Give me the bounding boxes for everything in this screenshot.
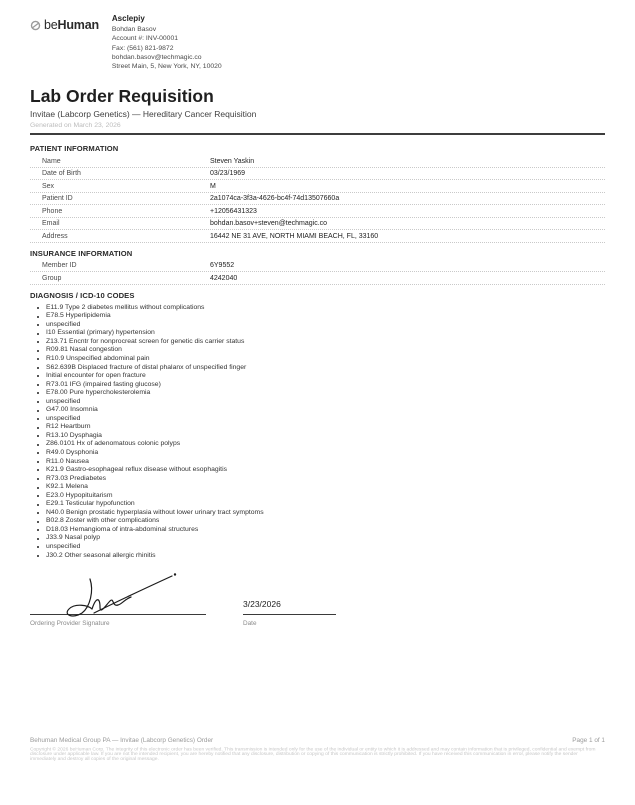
diagnosis-code-item: E23.0 Hypopituitarism xyxy=(30,492,605,501)
practice-info xyxy=(112,14,222,71)
provider-name: Bohdan Basov xyxy=(111,26,157,34)
field-label: Date of Birth xyxy=(42,170,81,178)
date-label: Date xyxy=(243,620,257,628)
diagnosis-code-item: R09.81 Nasal congestion xyxy=(30,346,605,355)
page-footer xyxy=(30,737,605,766)
diagnosis-code-item: D18.03 Hemangioma of intra-abdominal structures xyxy=(30,526,605,535)
field-value: 2a1074ca-3f3a-4626-bc4f-74d13507660a xyxy=(210,195,340,203)
diagnosis-heading: DIAGNOSIS / ICD-10 CODES xyxy=(30,290,135,300)
account-number: Account #: INV-00001 xyxy=(111,35,179,43)
diagnosis-code-item: E78.5 Hyperlipidemia xyxy=(30,312,605,321)
page-header xyxy=(30,14,605,71)
practice-name: Asclepiy xyxy=(111,14,145,23)
diagnosis-code-item: Z86.0101 Hx of adenomatous colonic polyps xyxy=(30,440,605,449)
diagnosis-code-item: R11.0 Nausea xyxy=(30,458,605,467)
field-value: Steven Yaskin xyxy=(210,157,255,165)
date-line xyxy=(243,614,336,615)
table-row xyxy=(30,205,605,218)
diagnosis-code-item: S62.639B Displaced fracture of distal phalanx of unspecified finger xyxy=(30,364,605,373)
field-label: Address xyxy=(42,232,68,240)
table-row xyxy=(30,193,605,206)
field-value: 4242040 xyxy=(210,274,238,282)
diagnosis-code-item: E78.00 Pure hypercholesterolemia xyxy=(30,389,605,398)
field-label: Sex xyxy=(42,182,55,190)
field-value: 16442 NE 31 AVE, NORTH MIAMI BEACH, FL, 33160 xyxy=(210,232,379,240)
diagnosis-code-item: Z13.71 Encntr for nonprocreat screen for genetic dis carrier status xyxy=(30,338,605,347)
diagnosis-code-item: unspecified xyxy=(30,321,605,330)
signature-area xyxy=(30,568,605,627)
field-label: Group xyxy=(42,274,62,282)
practice-address: Street Main, 5, New York, NY, 10020 xyxy=(111,63,222,71)
diagnosis-code-item: R49.0 Dysphonia xyxy=(30,449,605,458)
field-value: +12056431323 xyxy=(210,207,257,215)
requisition-subtitle: Invitae (Labcorp Genetics) — Hereditary Cancer Requisition xyxy=(30,109,257,120)
field-label: Member ID xyxy=(42,262,77,270)
table-row xyxy=(30,155,605,168)
behuman-logo-icon xyxy=(30,20,41,31)
diagnosis-code-item: J30.2 Other seasonal allergic rhinitis xyxy=(30,552,605,561)
title-block xyxy=(30,86,605,135)
behuman-logo xyxy=(30,14,99,32)
table-row xyxy=(30,180,605,193)
field-label: Patient ID xyxy=(42,195,73,203)
diagnosis-code-item: E11.9 Type 2 diabetes mellitus without complications xyxy=(30,304,605,313)
diagnosis-code-item: E29.1 Testicular hypofunction xyxy=(30,500,605,509)
behuman-logo-text: beHuman xyxy=(44,18,99,32)
patient-info-table xyxy=(30,155,605,243)
field-value: M xyxy=(210,182,216,190)
diagnosis-code-item: I10 Essential (primary) hypertension xyxy=(30,329,605,338)
generated-date: Generated on March 23, 2026 xyxy=(30,122,121,130)
diagnosis-code-item: B02.8 Zoster with other complications xyxy=(30,517,605,526)
title-divider xyxy=(30,133,605,135)
diagnosis-code-item: unspecified xyxy=(30,398,605,407)
diagnosis-code-item: R73.03 Prediabetes xyxy=(30,475,605,484)
field-value: bohdan.basov+steven@techmagic.co xyxy=(210,220,328,228)
footer-fine-print: Copyright © 2026 beHuman Corp. The integrity of this electronic order has been verified. This transmission is intended only for the use of the individual or entity to which it is addressed and may contain information that is privileged, confidential and exempt from disclosure under applicable law. If you are not the intended recipient, you are hereby notified that any disclosure, distribution or copying of this communication is strictly prohibited. If you have received this communication in error, please notify the sender immediately and destroy all copies of the original message. xyxy=(30,747,596,763)
fax-number: Fax: (561) 821-9872 xyxy=(111,44,174,52)
diagnosis-code-item: G47.00 Insomnia xyxy=(30,406,605,415)
diagnosis-code-item: R12 Heartburn xyxy=(30,423,605,432)
signature-date-value: 3/23/2026 xyxy=(243,599,281,610)
field-label: Name xyxy=(42,157,61,165)
diagnosis-code-item: unspecified xyxy=(30,543,605,552)
provider-signature xyxy=(58,565,198,619)
field-label: Email xyxy=(42,220,60,228)
diagnosis-code-item: N40.0 Benign prostatic hyperplasia without lower urinary tract symptoms xyxy=(30,509,605,518)
practice-email: bohdan.basov@techmagic.co xyxy=(111,53,202,61)
footer-document-title: Behuman Medical Group PA — Invitae (Labcorp Genetics) Order xyxy=(30,737,214,744)
page-title: Lab Order Requisition xyxy=(30,86,214,107)
diagnosis-code-item: R13.10 Dysphagia xyxy=(30,432,605,441)
diagnosis-code-item: K92.1 Melena xyxy=(30,483,605,492)
insurance-info-heading: INSURANCE INFORMATION xyxy=(30,248,133,258)
signature-label: Ordering Provider Signature xyxy=(30,620,110,628)
diagnosis-code-item: J33.9 Nasal polyp xyxy=(30,534,605,543)
page-number: Page 1 of 1 xyxy=(572,737,605,744)
table-row xyxy=(30,260,605,273)
field-label: Phone xyxy=(42,207,63,215)
field-value: 03/23/1969 xyxy=(210,170,246,178)
diagnosis-code-item: R73.01 IFG (impaired fasting glucose) xyxy=(30,381,605,390)
diagnosis-code-item: R10.9 Unspecified abdominal pain xyxy=(30,355,605,364)
table-row xyxy=(30,168,605,181)
field-value: 6Y9552 xyxy=(210,262,235,270)
diagnosis-code-item: K21.9 Gastro-esophageal reflux disease without esophagitis xyxy=(30,466,605,475)
diagnosis-code-item: Initial encounter for open fracture xyxy=(30,372,605,381)
table-row xyxy=(30,230,605,243)
table-row xyxy=(30,272,605,285)
signature-column xyxy=(30,568,206,627)
diagnosis-code-item: unspecified xyxy=(30,415,605,424)
date-column xyxy=(243,599,336,627)
insurance-info-table xyxy=(30,260,605,285)
table-row xyxy=(30,218,605,231)
patient-info-heading: PATIENT INFORMATION xyxy=(30,144,119,154)
diagnosis-list xyxy=(30,304,605,560)
